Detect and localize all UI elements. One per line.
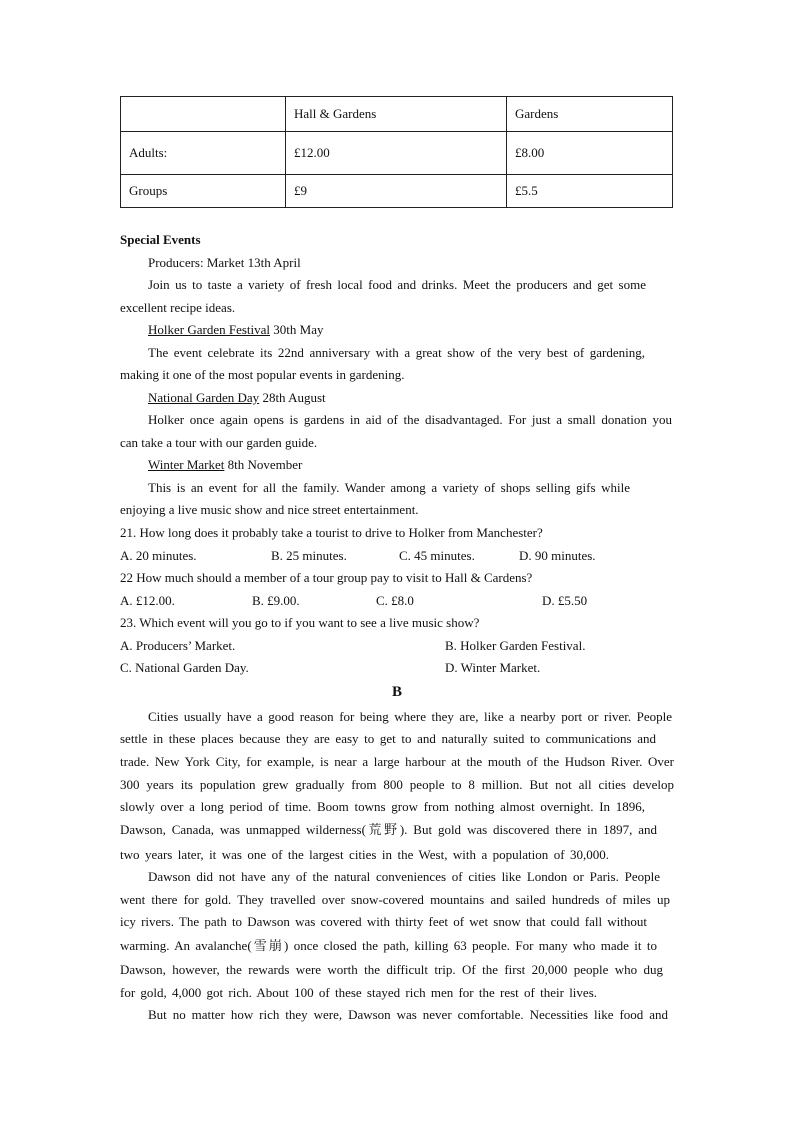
answer-option: D. Winter Market. [445,660,541,675]
table-row [121,175,673,208]
event-text: This is an event for all the family. Wander among a variety of shops selling gifs while [148,480,630,495]
event-date: 30th May [270,322,324,337]
event-text: can take a tour with our garden guide. [120,435,318,450]
event-text: Holker once again opens is gardens in aid of the disadvantaged. For just a small donation you [148,412,672,427]
question-stem: 21. How long does it probably take a tourist to drive to Holker from Manchester? [120,525,543,540]
passage-line: But no matter how rich they were, Dawson was never comfortable. Necessities like food and [148,1007,668,1022]
table-header-row [121,97,673,132]
event-date: 8th November [224,457,303,472]
table-cell: £5.5 [507,175,673,208]
answer-option: C. National Garden Day. [120,660,249,675]
answer-option: A. Producers’ Market. [120,638,236,653]
answer-option: D. 90 minutes. [519,548,596,563]
passage-line: for gold, 4,000 got rich. About 100 of these stayed rich men for the rest of their lives. [120,985,597,1000]
event-name: National Garden Day [148,390,260,405]
passage-line: Dawson, however, the rewards were worth the difficult trip. Of the first 20,000 people who dug [120,962,663,977]
passage-line: Dawson, Canada, was unmapped wilderness(荒野). But gold was discovered there in 1897, and [120,822,657,837]
answer-option: A. 20 minutes. [120,548,197,563]
event-name: Winter Market [148,457,225,472]
answer-option: A. £12.00. [120,593,175,608]
event-date: 28th August [259,390,326,405]
answer-option: B. £9.00. [252,593,300,608]
table-row [121,132,673,175]
answer-option: D. £5.50 [542,593,588,608]
price-table [120,96,673,208]
section-heading: B [391,684,402,700]
passage-line: two years later, it was one of the largest cities in the West, with a population of 30,000. [120,847,609,862]
passage-line: Cities usually have a good reason for being where they are, like a nearby port or river. People [148,709,672,724]
table-cell: £9 [286,175,507,208]
passage-line: went there for gold. They travelled over snow-covered mountains and sailed hundreds of miles up [120,892,670,907]
table-cell: Adults: [121,132,286,175]
event-text: making it one of the most popular events in gardening. [120,367,405,382]
passage-line: trade. New York City, for example, is near a large harbour at the mouth of the Hudson River. Over [120,754,674,769]
passage-line: icy rivers. The path to Dawson was covered with thirty feet of wet snow that could fall without [120,914,647,929]
table-cell: Groups [121,175,286,208]
passage-line: settle in these places because they are easy to get to and naturally suited to communications and [120,731,656,746]
table-cell: £12.00 [286,132,507,175]
table-cell: £8.00 [507,132,673,175]
event-title: Producers: Market 13th April [148,255,301,270]
passage-line: warming. An avalanche(雪崩) once closed the path, killing 63 people. For many who made it to [120,938,657,953]
event-title [148,457,302,473]
passage-line: 300 years its population grew gradually from 800 people to 8 million. But not all cities develop [120,777,674,792]
answer-option: C. £8.0 [376,593,414,608]
event-title [148,322,323,338]
passage-line: slowly over a long period of time. Boom towns grow from nothing almost overnight. In 1896, [120,799,645,814]
event-name: Holker Garden Festival [148,322,271,337]
table-cell: Hall & Gardens [286,97,507,132]
event-text: Join us to taste a variety of fresh local food and drinks. Meet the producers and get some [148,277,646,292]
table-cell: Gardens [507,97,673,132]
question-stem: 22 How much should a member of a tour group pay to visit to Hall & Cardens? [120,570,533,585]
answer-option: C. 45 minutes. [399,548,475,563]
event-title [148,390,326,406]
table-cell [121,97,286,132]
passage-line: Dawson did not have any of the natural conveniences of cities like London or Paris. People [148,869,660,884]
event-text: enjoying a live music show and nice street entertainment. [120,502,419,517]
event-text: excellent recipe ideas. [120,300,236,315]
question-stem: 23. Which event will you go to if you want to see a live music show? [120,615,480,630]
answer-option: B. Holker Garden Festival. [445,638,586,653]
special-events-heading: Special Events [120,232,201,247]
event-text: The event celebrate its 22nd anniversary with a great show of the very best of gardening, [148,345,645,360]
answer-option: B. 25 minutes. [271,548,347,563]
